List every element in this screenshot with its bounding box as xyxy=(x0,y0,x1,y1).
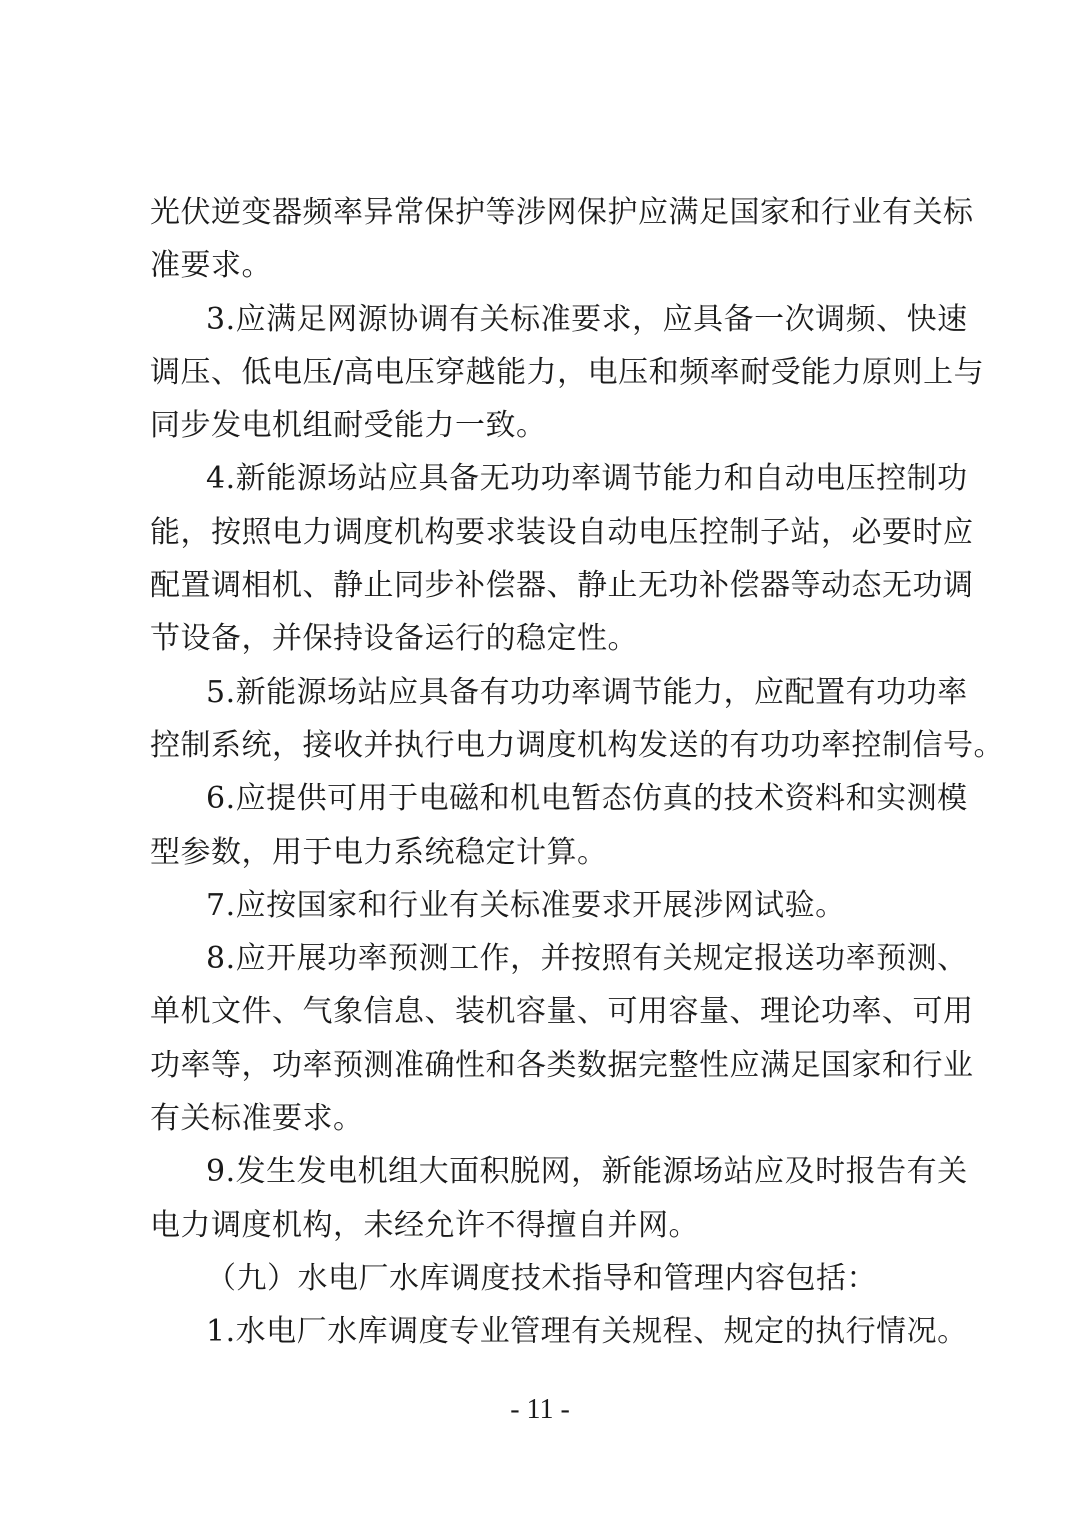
text-line: 3.应满足网源协调有关标准要求，应具备一次调频、快速 xyxy=(206,301,968,337)
text-line: 调压、低电压/高电压穿越能力，电压和频率耐受能力原则上与 xyxy=(150,354,985,390)
text-line: 准要求。 xyxy=(150,248,272,284)
text-line: 光伏逆变器频率异常保护等涉网保护应满足国家和行业有关标 xyxy=(150,195,974,230)
text-line: 配置调相机、静止同步补偿器、静止无功补偿器等动态无功调 xyxy=(150,568,974,604)
text-line: 6.应提供可用于电磁和机电暂态仿真的技术资料和实测模 xyxy=(206,781,968,817)
text-line: （九）水电厂水库调度技术指导和管理内容包括： xyxy=(206,1260,877,1296)
text-line: 7.应按国家和行业有关标准要求开展涉网试验。 xyxy=(206,887,846,923)
text-line: 控制系统，接收并执行电力调度机构发送的有功功率控制信号。 xyxy=(150,727,1004,763)
text-line: 同步发电机组耐受能力一致。 xyxy=(150,408,547,444)
text-line: 单机文件、气象信息、装机容量、可用容量、理论功率、可用 xyxy=(150,994,974,1030)
text-line: 9.发生发电机组大面积脱网，新能源场站应及时报告有关 xyxy=(206,1154,968,1190)
text-line: 型参数，用于电力系统稳定计算。 xyxy=(150,834,608,870)
text-line: 8.应开展功率预测工作，并按照有关规定报送功率预测、 xyxy=(206,941,968,977)
text-line: 功率等，功率预测准确性和各类数据完整性应满足国家和行业 xyxy=(150,1047,974,1083)
text-line: 能，按照电力调度机构要求装设自动电压控制子站，必要时应 xyxy=(150,514,974,550)
text-line: 4.新能源场站应具备无功功率调节能力和自动电压控制功 xyxy=(206,461,968,497)
page-number: - 11 - xyxy=(510,1394,570,1425)
text-line: 1.水电厂水库调度专业管理有关规程、规定的执行情况。 xyxy=(206,1314,968,1350)
body-text xyxy=(150,186,1004,1359)
text-line: 电力调度机构，未经允许不得擅自并网。 xyxy=(150,1207,699,1243)
text-line: 有关标准要求。 xyxy=(150,1101,364,1137)
text-line: 5.新能源场站应具备有功功率调节能力，应配置有功功率 xyxy=(206,674,968,710)
text-line: 节设备，并保持设备运行的稳定性。 xyxy=(150,621,638,657)
